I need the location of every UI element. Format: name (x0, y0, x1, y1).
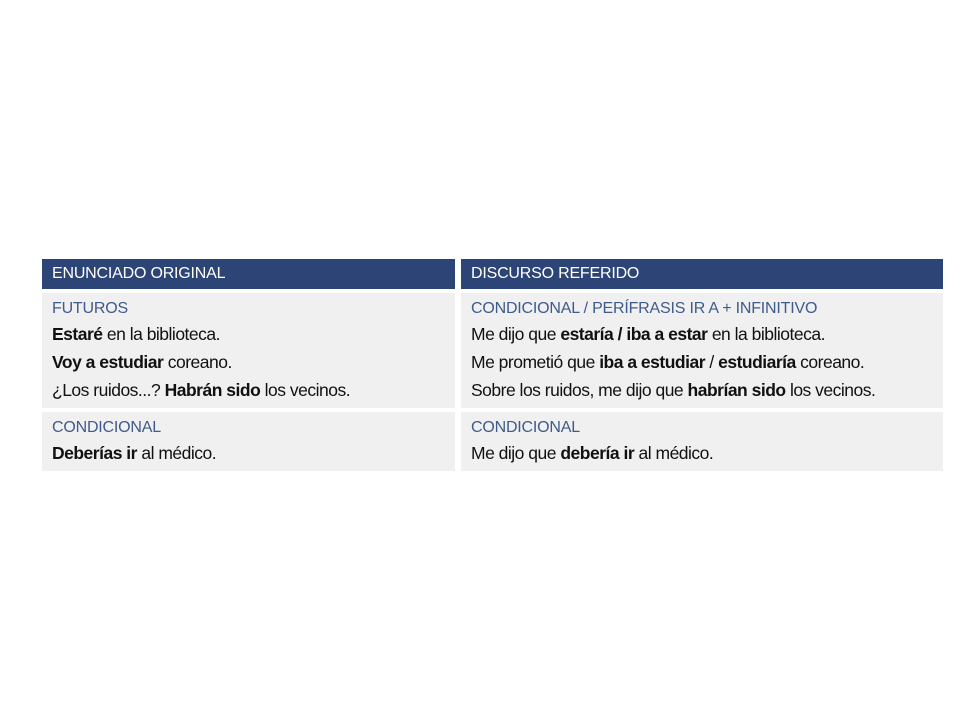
sentence-text: coreano. (795, 352, 865, 372)
cell-condicional-original (42, 412, 455, 471)
category-label: CONDICIONAL (471, 419, 580, 436)
highlighted-verb: estaría / iba a estar (560, 324, 708, 344)
sentence-text: en la biblioteca. (102, 324, 220, 344)
category-label: FUTUROS (52, 300, 128, 317)
sentence-text: los vecinos. (260, 380, 351, 400)
highlighted-verb: Estaré (52, 324, 103, 344)
sentence-text: en la biblioteca. (707, 324, 825, 344)
sentence-text: Me dijo que (471, 443, 561, 463)
category-label: CONDICIONAL / PERÍFRASIS IR A + INFINITIVO (471, 300, 818, 317)
highlighted-verb: debería ir (560, 443, 635, 463)
highlighted-verb: iba a estudiar (599, 352, 706, 372)
category-label: CONDICIONAL (52, 419, 161, 436)
sentence-text: / (705, 352, 719, 372)
sentence-text: al médico. (136, 443, 217, 463)
example-sentence (471, 320, 933, 348)
sentence-text: coreano. (163, 352, 232, 372)
highlighted-verb: Voy a estudiar (52, 352, 164, 372)
sentence-text: ¿Los ruidos...? (52, 380, 165, 400)
highlighted-verb: estudiaría (718, 352, 796, 372)
cell-futuros-reported (461, 293, 943, 408)
highlighted-verb: Habrán sido (164, 380, 261, 400)
example-sentence (52, 320, 445, 348)
sentence-text: los vecinos. (785, 380, 876, 400)
sentence-text: Me dijo que (471, 324, 561, 344)
highlighted-verb: Deberías ir (52, 443, 137, 463)
example-sentence (52, 439, 445, 467)
header-original: ENUNCIADO ORIGINAL (42, 259, 455, 289)
grammar-table (42, 259, 943, 471)
cell-futuros-original (42, 293, 455, 408)
example-sentence (52, 376, 445, 404)
sentence-text: Sobre los ruidos, me dijo que (471, 380, 688, 400)
example-sentence (471, 348, 933, 376)
sentence-text: al médico. (634, 443, 714, 463)
highlighted-verb: habrían sido (687, 380, 786, 400)
example-sentence (471, 376, 933, 404)
example-sentence (471, 439, 933, 467)
header-reported: DISCURSO REFERIDO (461, 259, 943, 289)
sentence-text: Me prometió que (471, 352, 600, 372)
example-sentence (52, 348, 445, 376)
cell-condicional-reported (461, 412, 943, 471)
